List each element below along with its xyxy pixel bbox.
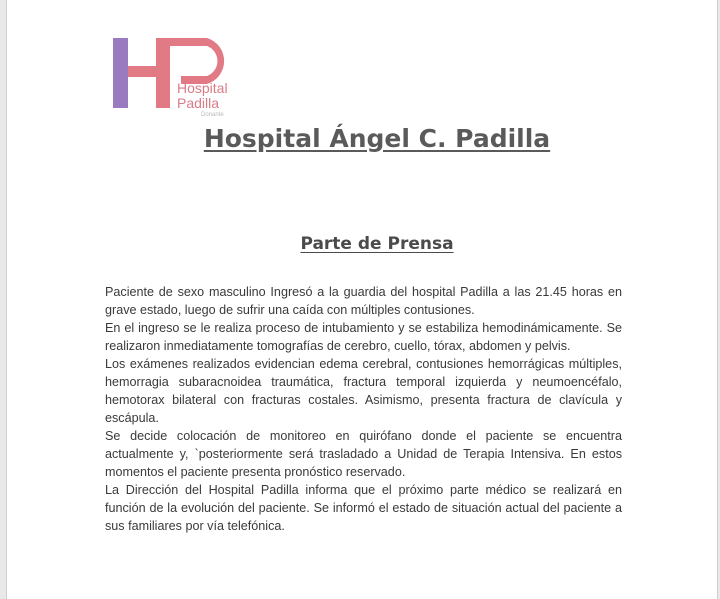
logo-word-padilla: Padilla <box>177 95 220 111</box>
body-paragraph: Se decide colocación de monitoreo en quirófano donde el paciente se encuentra actualmente y, `posteriormente será trasladado a Unidad de Terapia Intensiva. En estos momentos el paciente presenta pronóstico reservado. <box>105 429 622 479</box>
document-title: Hospital Ángel C. Padilla <box>203 124 551 153</box>
document-page <box>6 0 718 599</box>
body-paragraph: En el ingreso se le realiza proceso de intubamiento y se estabiliza hemodinámicamente. Se realizaron inmediatamente tomografías de cerebro, cuello, tórax, abdomen y pelvis. <box>105 321 622 353</box>
body-paragraph: Los exámenes realizados evidencian edema cerebral, contusiones hemorrágicas múltiples, hemorragia subaracnoidea traumática, fractura temporal izquierda y neumoencéfalo, hemotorax bilateral con fracturas costales. Asimismo, presenta fractura de clavícula y escápula. <box>105 357 622 425</box>
hospital-logo <box>107 36 247 116</box>
document-subtitle: Parte de Prensa <box>300 234 454 254</box>
logo-word-donante: Donante <box>201 112 224 118</box>
document-body <box>105 283 622 535</box>
body-paragraph: La Dirección del Hospital Padilla informa que el próximo parte médico se realizará en función de la evolución del paciente. Se informó el estado de situación actual del paciente a sus familiares por vía telefónica. <box>105 483 622 533</box>
logo-word-hospital: Hospital <box>177 80 228 96</box>
body-paragraph: Paciente de sexo masculino Ingresó a la guardia del hospital Padilla a las 21.45 horas en grave estado, luego de sufrir una caída con múltiples contusiones. <box>105 285 622 317</box>
